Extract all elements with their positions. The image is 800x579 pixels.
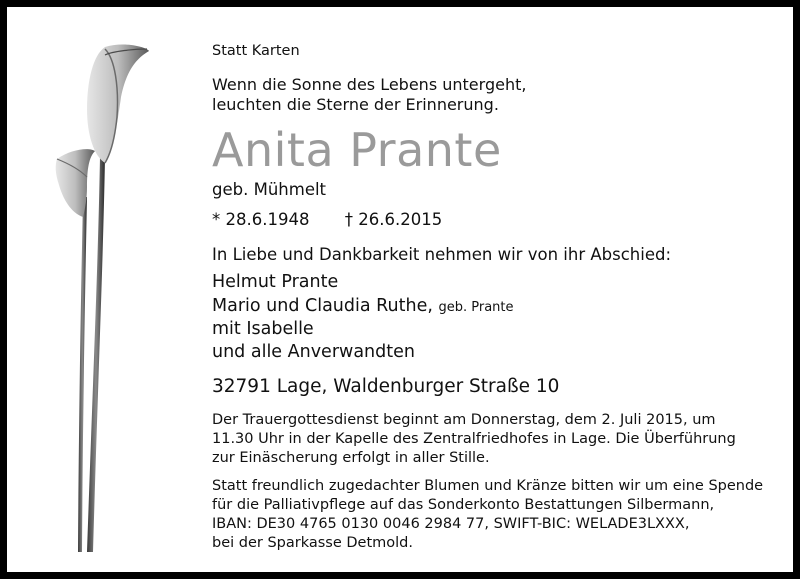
mourner-suffix: geb. Prante [438, 300, 514, 315]
mourner-name: und alle Anverwandten [212, 342, 415, 362]
birth-date: * 28.6.1948 [212, 210, 310, 229]
donation-line-1: Statt freundlich zugedachter Blumen und Kränze bitten wir um eine Spende [212, 478, 764, 494]
death-date: † 26.6.2015 [344, 210, 443, 229]
mourner-name: Mario und Claudia Ruthe, [212, 296, 433, 316]
quote-line-2: leuchten die Sterne der Erinnerung. [212, 95, 499, 114]
mourner-4 [212, 340, 415, 364]
mourner-name: mit Isabelle [212, 319, 314, 339]
service-line-3: zur Einäscherung erfolgt in aller Stille. [212, 450, 490, 466]
mourner-1 [212, 270, 338, 294]
service-line-1: Der Trauergottesdienst beginnt am Donnerstag, dem 2. Juli 2015, um [212, 412, 716, 428]
deceased-name: Anita Prante [212, 123, 502, 177]
donation-line-2: für die Palliativpflege auf das Sonderkonto Bestattungen Silbermann, [212, 497, 715, 513]
donation-line-4: bei der Sparkasse Detmold. [212, 535, 413, 551]
life-dates [212, 209, 442, 231]
mourner-name: Helmut Prante [212, 272, 339, 292]
farewell-intro: In Liebe und Dankbarkeit nehmen wir von ihr Abschied: [212, 245, 672, 264]
service-line-2: 11.30 Uhr in der Kapelle des Zentralfriedhofes in Lage. Die Überführung [212, 431, 736, 447]
mourner-3 [212, 317, 314, 341]
donation-line-3: IBAN: DE30 4765 0130 0046 2984 77, SWIFT-BIC: WELADE3LXXX, [212, 516, 690, 532]
maiden-name: geb. Mühmelt [212, 180, 327, 199]
header-text: Statt Karten [212, 43, 300, 59]
quote-line-1: Wenn die Sonne des Lebens untergeht, [212, 75, 527, 94]
address: 32791 Lage, Waldenburger Straße 10 [212, 376, 560, 397]
calla-lily-icon [43, 37, 153, 557]
